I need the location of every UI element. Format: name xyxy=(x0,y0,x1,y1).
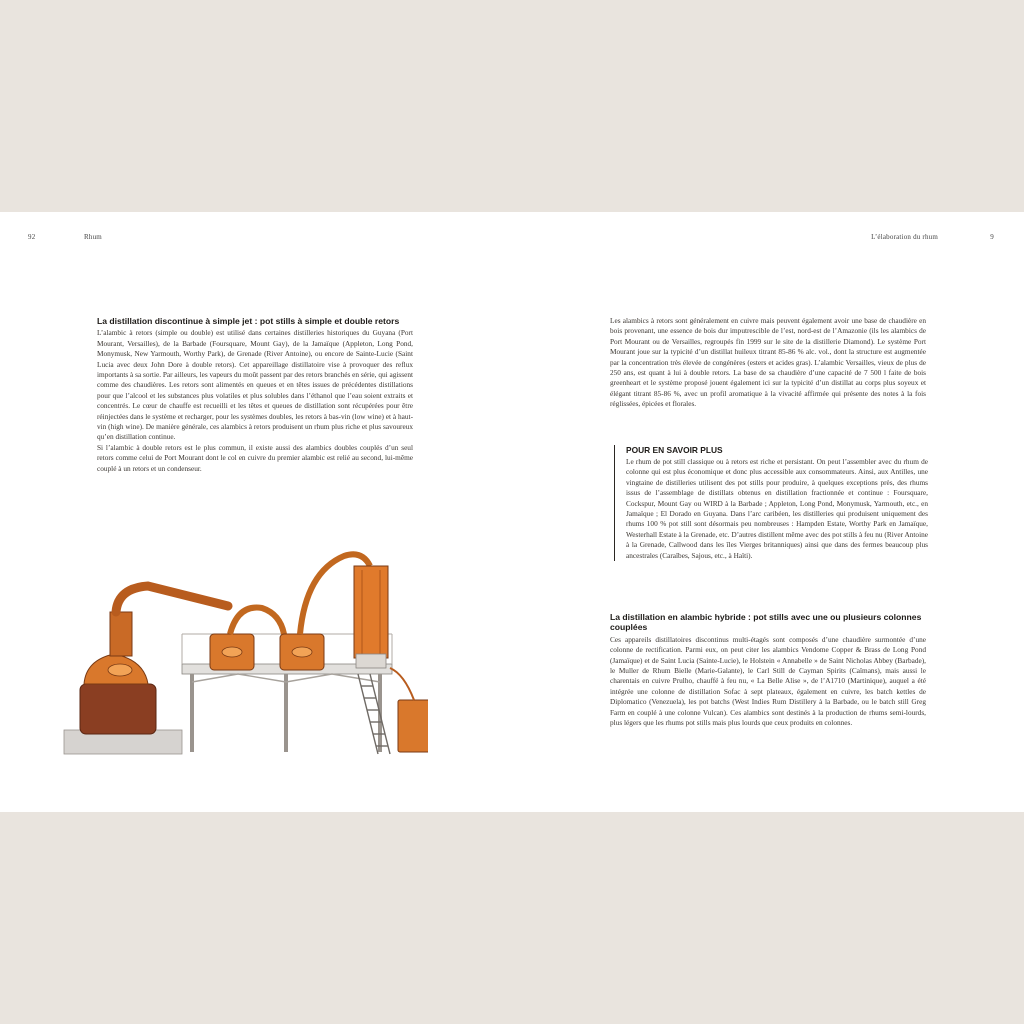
right-column-lower xyxy=(610,612,926,728)
sidebar-title: POUR EN SAVOIR PLUS xyxy=(626,445,723,455)
sidebar-box xyxy=(614,445,928,561)
background-bottom xyxy=(0,812,1024,1024)
sidebar-text: Le rhum de pot still classique ou à retors est riche et persistant. On peut l’assembler avec du rhum de colonne qui est plus économique et donc plus accessible aux consommateurs. Ainsi, aux Antilles, une vingtaine de distilleries utilisent des pot stills pour produire, à quelques exceptions près, des rhums issus de l’assemblage de distillats obtenus en distillation fractionnée et continue : Foursquare, Cockspur, Mount Gay ou WIRD à la Barbade ; Appleton, Long Pond, Monymusk, Yarmouth, etc., en Jamaïque ; El Dorado en Guyana. Dans l’arc caribéen, les distilleries qui produisent uniquement des rhums 100 % pot still sont désormais peu nombreuses : Hampden Estate, Worthy Park en Jamaïque, Westerhall Estate à la Grenade, etc. D’autres distillent même avec des pot stills à feu nu (River Antoine à la Grenade, Callwood dans les îles Vierges britanniques) ainsi que dans des fermes beaucoup plus ancestrales (Caraïbes, Sajous, etc., à Haïti). xyxy=(626,457,928,560)
left-page-number: 92 xyxy=(28,233,36,241)
right-page-number: 9 xyxy=(990,233,994,241)
section-heading-hybrid: La distillation en alambic hybride : pot stills avec une ou plusieurs colonnes couplées xyxy=(610,612,922,633)
right-running-title: L’élaboration du rhum xyxy=(871,233,938,241)
left-running-title: Rhum xyxy=(84,233,102,241)
section-heading-pot-stills: La distillation discontinue à simple jet : pot stills à simple et double retors xyxy=(97,316,400,326)
paragraph: L’alambic à retors (simple ou double) est utilisé dans certaines distilleries historiques du Guyana (Port Mourant, Versailles), de la Barbade (Foursquare, Mount Gay), de la Jamaïque (Appleton, Long Pond, Monymusk, New Yarmouth, Worthy Park), de Grenade (River Antoine), ou encore de Sainte-Lucie (Saint Lucia avec deux John Dore à double retors). Cet appareillage distillatoire vise à provoquer des reflux importants à sa sortie. Par ailleurs, les vapeurs du moût passent par des retors branchés en série, qui agissent comme des chaudières. Les retors sont alimentés en queues et en têtes issues de précédentes distillations pour que l’alcool et les substances plus volatiles et plus solubles dans l’éthanol que l’eau soient extraits et concentrés. Le cœur de chauffe est recueilli et les têtes et queues de distillation sont récupérées pour être réinjectées dans le système et recharger, pour les systèmes doubles, les retors à bas-vin (low wine) et à haut-vin (high wine). De manière générale, ces alambics à retors produisent un rhum plus riche et plus savoureux qu’en distillation continue. xyxy=(97,328,413,442)
book-spread xyxy=(0,212,1024,812)
left-column xyxy=(97,316,413,474)
pot-still-illustration xyxy=(58,542,428,760)
background-top xyxy=(0,0,1024,212)
paragraph: Les alambics à retors sont généralement en cuivre mais peuvent également avoir une base de chaudière en bois provenant, une essence de bois dur imputrescible de l’est, nord-est de l’Amazonie (ils les alambics de Port Mourant ou de Versailles, regroupés fin 1999 sur le site de la distillerie Diamond). Le système Port Mourant joue sur la typicité d’un distillat huileux titrant 85-86 % alc. vol., dont la structure est augmentée par la concentration très élevée de congénères (esters et acides gras). L’alambic Versailles, vieux de plus de 250 ans, est quant à lui à double retors. La base de sa chaudière d’une capacité de 7 500 l faite de bois greenheart et le système proposé jouent également ici sur la typicité d’un distillat au corps plus soyeux et élégant titrant 85-86 %, avec un profil aromatique à la vivacité affirmée qui présente des notes à la fois réglissées, épicées et florales. xyxy=(610,316,926,409)
paragraph: Si l’alambic à double retors est le plus commun, il existe aussi des alambics doubles couplés d’un seul retors comme celui de Port Mourant dont le col en cuivre du premier alambic est relié au second, lui-même couplé à un retors et un condenseur. xyxy=(97,442,413,473)
right-column xyxy=(610,316,926,410)
paragraph: Ces appareils distillatoires discontinus multi-étagés sont composés d’une chaudière surmontée d’une colonne de rectification. Parmi eux, on peut citer les alambics Vendome Copper & Brass de Long Pond (Jamaïque) et de Saint Lucia (Sainte-Lucie), le Holstein « Annabelle » de Saint Nicholas Abbey (Barbade), le Muller de Rhum Bielle (Marie-Galante), le Carl Still de Cayman Spirits (Caïmans), mais aussi le charentais en cuivre Prulho, chauffé à feu nu, « La Belle Alise », de l’A1710 (Martinique), auquel a été intégrée une colonne de distillation Sofac à sept plateaux, également en cuivre, les batch kettles de Diplomatico (Venezuela), les pot batchs (West Indies Rum Distillery à la Barbade, ou le batch still Greg Farm en couplé à une colonne Vulcan). Ces alambics sont destinés à la production de rhums semi-lourds, plus légers que les rhums pot stills mais plus lourds que ceux produits en colonnes. xyxy=(610,634,926,728)
